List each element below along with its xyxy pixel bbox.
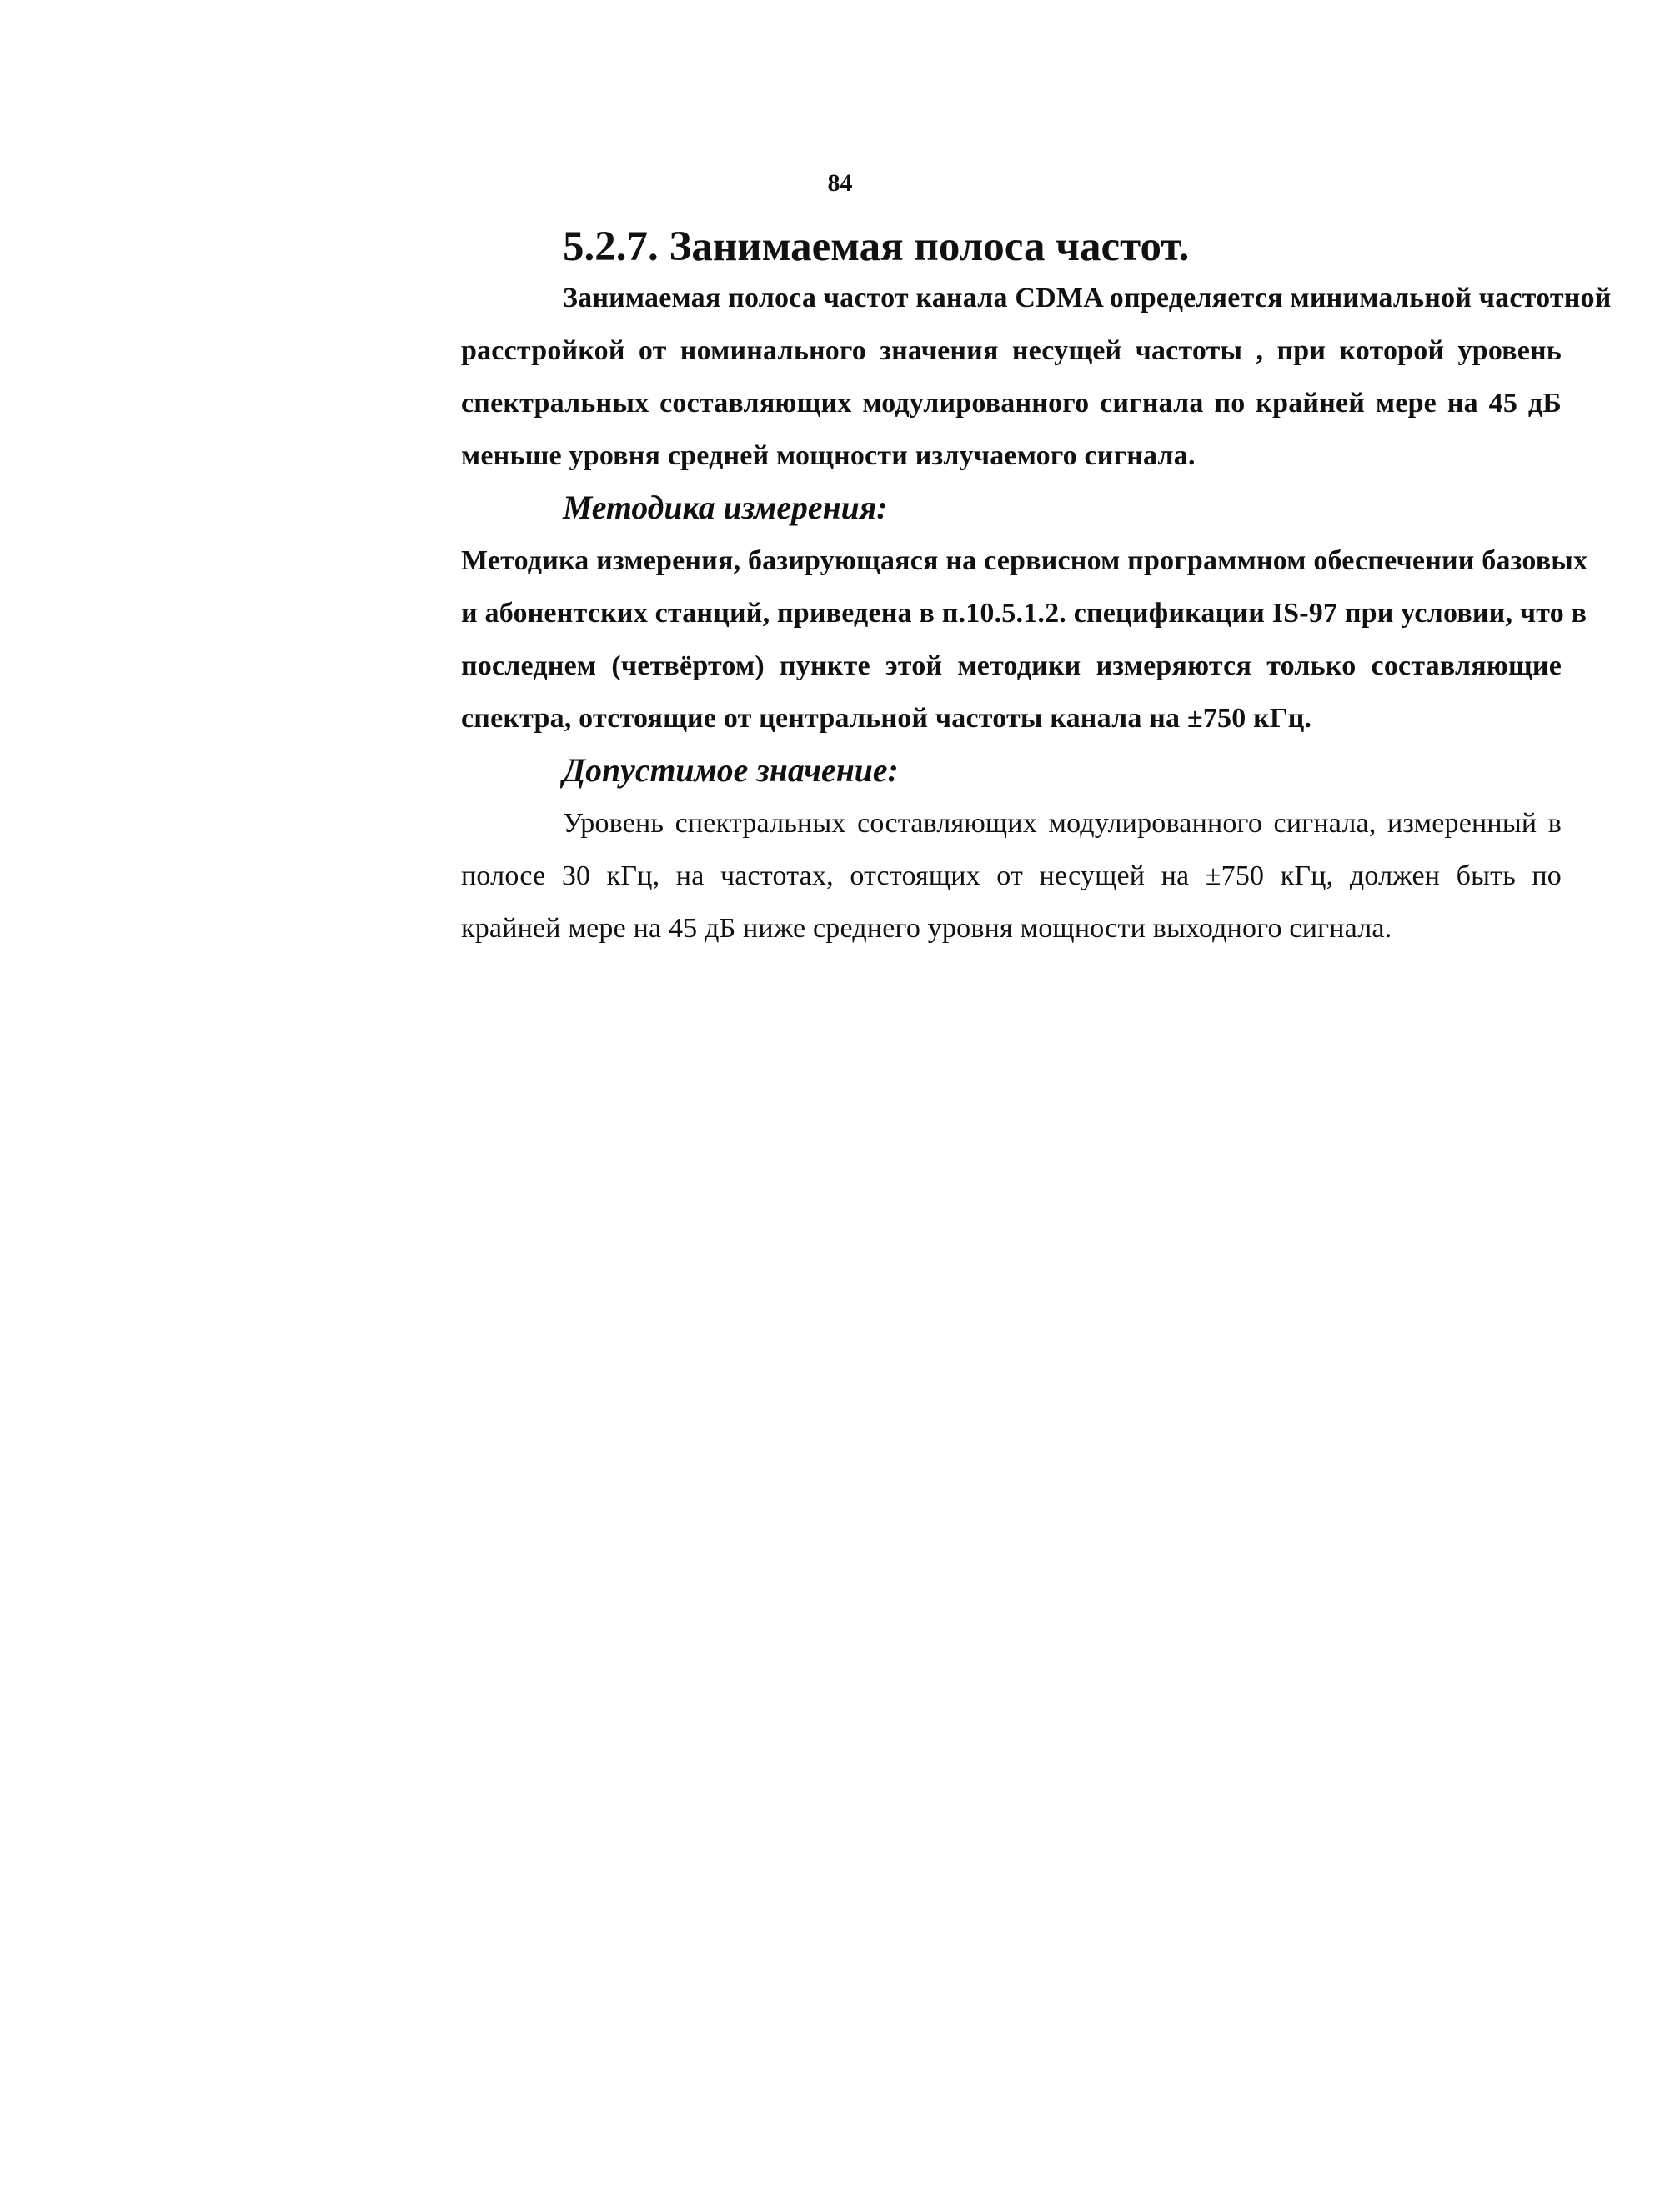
intro-paragraph-continued [461, 324, 1562, 482]
method-heading: Методика измерения: [563, 489, 888, 526]
method-line-1: Методика измерения, базирующаяся на сервисном программном обеспечении базовых [461, 545, 1588, 576]
intro-line-4: меньше уровня средней мощности излучаемого сигнала. [461, 440, 1196, 471]
allowed-line-3: крайней мере на 45 дБ ниже среднего уровня мощности выходного сигнала. [461, 913, 1392, 944]
allowed-heading: Допустимое значение: [563, 752, 899, 789]
section-title: 5.2.7. Занимаемая полоса частот. [563, 223, 1190, 270]
intro-line-1: Занимаемая полоса частот канала CDMA определяется минимальной частотной [563, 283, 1612, 314]
intro-line-2: расстройкой от номинального значения несущей частоты , при которой уровень [461, 335, 1562, 366]
allowed-line-2: полосе 30 кГц, на частотах, отстоящих от несущей на ±750 кГц, должен быть по [461, 860, 1562, 891]
allowed-paragraph [461, 797, 1562, 955]
page-content [461, 222, 1612, 955]
intro-paragraph [461, 272, 1612, 324]
method-paragraph [461, 534, 1588, 745]
allowed-line-1: Уровень спектральных составляющих модулированного сигнала, измеренный в [563, 808, 1562, 839]
method-line-3: последнем (четвёртом) пункте этой методики измеряются только составляющие [461, 650, 1562, 681]
method-line-2: и абонентских станций, приведена в п.10.5.1.2. спецификации IS-97 при условии, что в [461, 598, 1587, 629]
intro-line-3: спектральных составляющих модулированного сигнала по крайней мере на 45 дБ [461, 388, 1562, 419]
method-line-4: спектра, отстоящие от центральной частоты канала на ±750 кГц. [461, 703, 1312, 734]
page-number: 84 [827, 169, 853, 197]
